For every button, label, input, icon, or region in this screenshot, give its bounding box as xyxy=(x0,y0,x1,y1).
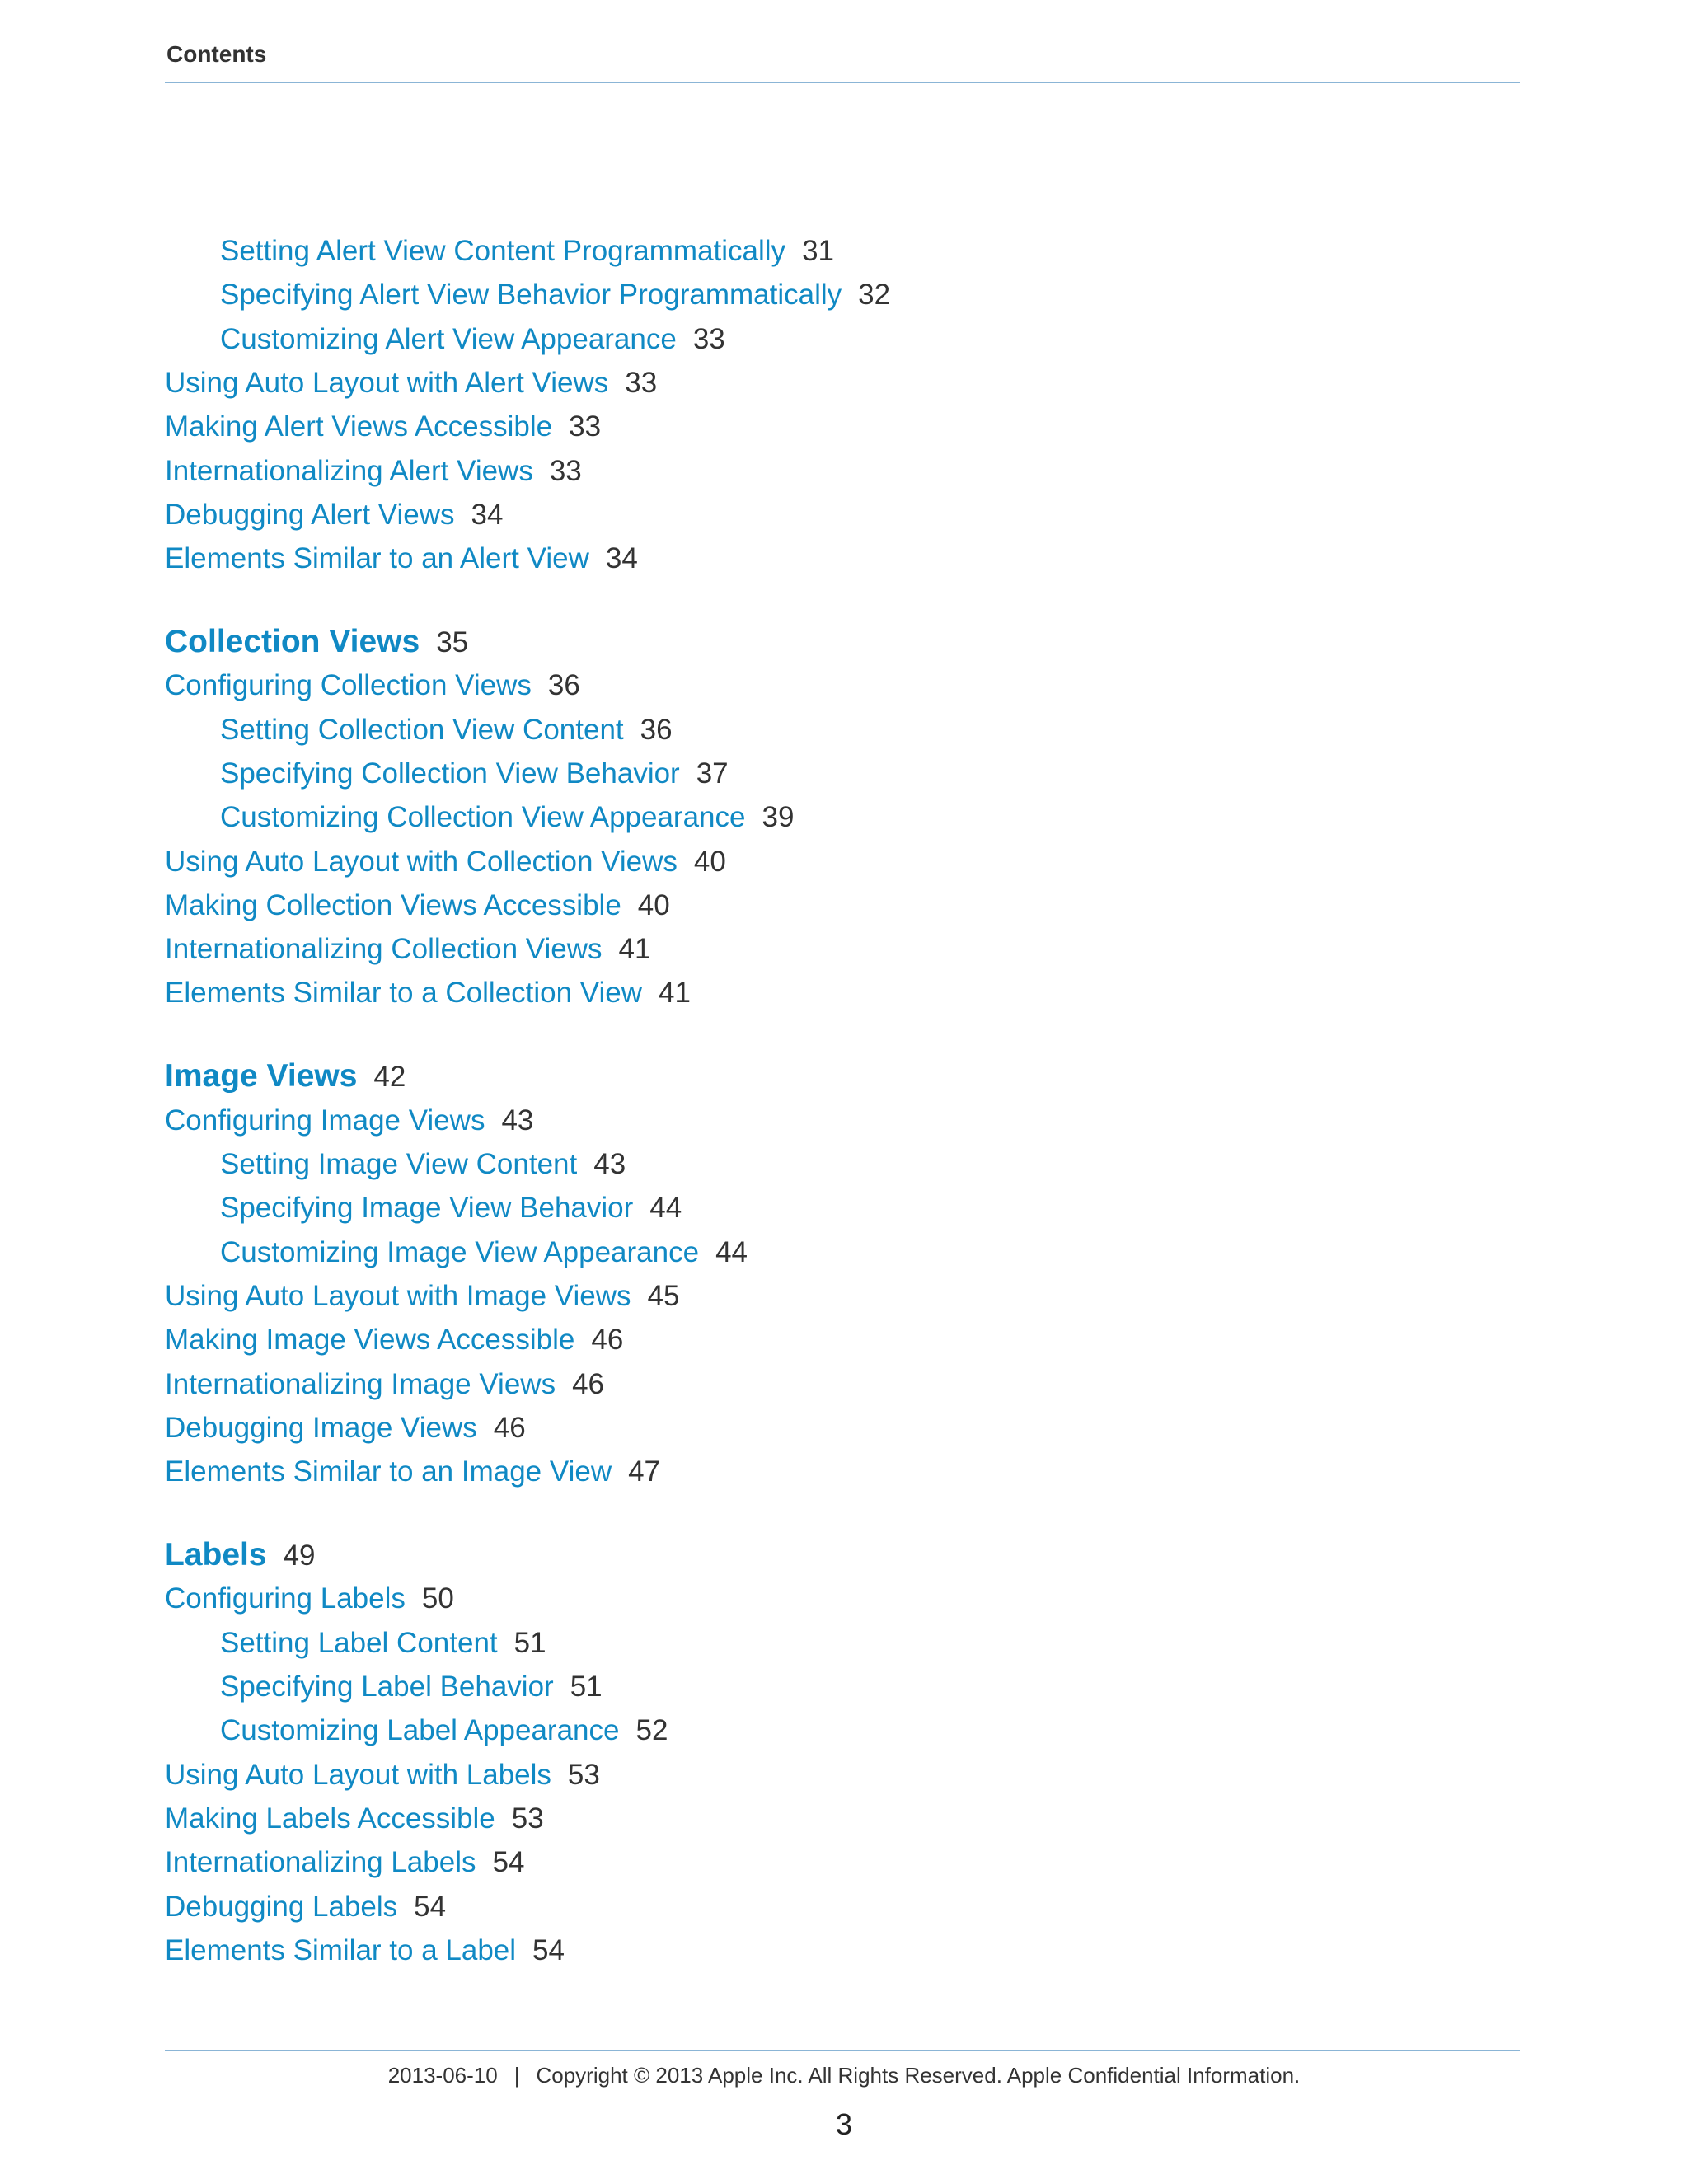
toc-page-number: 54 xyxy=(414,1891,447,1923)
toc-entry xyxy=(165,844,726,880)
toc-entry-link[interactable]: Customizing Label Appearance xyxy=(220,1714,620,1746)
toc-entry-link[interactable]: Specifying Collection View Behavior xyxy=(220,757,680,790)
toc-entry xyxy=(220,1235,748,1271)
toc-page-number: 47 xyxy=(628,1455,661,1488)
toc-entry xyxy=(220,799,794,836)
footer-copyright: Copyright © 2013 Apple Inc. All Rights Reserved. Apple Confidential Information. xyxy=(536,2063,1301,2088)
toc-chapter-link[interactable]: Labels xyxy=(165,1537,267,1572)
page-number: 3 xyxy=(835,2107,853,2141)
toc-entry xyxy=(165,409,601,445)
toc-page-number: 51 xyxy=(570,1671,603,1703)
toc-page-number: 44 xyxy=(715,1236,748,1268)
toc-entry-link[interactable]: Debugging Labels xyxy=(165,1891,398,1923)
toc-entry xyxy=(220,756,729,792)
toc-entry-link[interactable]: Internationalizing Collection Views xyxy=(165,933,603,965)
footer-rule xyxy=(165,2050,1520,2051)
toc-entry xyxy=(165,1278,679,1315)
toc-entry xyxy=(165,453,582,490)
toc-entry-link[interactable]: Elements Similar to a Collection View xyxy=(165,977,643,1009)
toc-entry xyxy=(220,1625,546,1661)
toc-entry-link[interactable]: Configuring Labels xyxy=(165,1582,406,1615)
toc-entry-link[interactable]: Elements Similar to a Label xyxy=(165,1934,517,1966)
toc-page-number: 39 xyxy=(762,801,795,833)
toc-page-number: 33 xyxy=(625,367,658,399)
toc-entry-link[interactable]: Making Labels Accessible xyxy=(165,1802,495,1835)
toc-page-number: 37 xyxy=(696,757,729,790)
toc-entry-link[interactable]: Using Auto Layout with Alert Views xyxy=(165,367,609,399)
page-header-title: Contents xyxy=(166,41,267,67)
toc-page-number: 45 xyxy=(647,1280,680,1312)
toc-entry-link[interactable]: Debugging Image Views xyxy=(165,1412,477,1444)
toc-page-number: 36 xyxy=(547,669,580,701)
toc-entry xyxy=(165,888,670,924)
toc-page-number: 54 xyxy=(532,1934,565,1966)
toc-page-number: 42 xyxy=(373,1061,406,1093)
toc-entry xyxy=(220,233,834,269)
toc-entry xyxy=(165,1322,623,1358)
toc-entry-link[interactable]: Using Auto Layout with Image Views xyxy=(165,1280,631,1312)
toc-chapter-link[interactable]: Collection Views xyxy=(165,624,420,659)
toc-entry xyxy=(165,931,650,968)
toc-entry-link[interactable]: Customizing Image View Appearance xyxy=(220,1236,700,1268)
toc-entry-link[interactable]: Using Auto Layout with Collection Views xyxy=(165,846,678,878)
toc-page-number: 34 xyxy=(605,542,638,574)
toc-entry xyxy=(165,1933,565,1969)
toc-entry xyxy=(165,1757,600,1793)
toc-page-number: 33 xyxy=(692,323,725,355)
toc-page-number: 36 xyxy=(640,714,673,746)
toc-page-number: 40 xyxy=(693,846,726,878)
toc-entry-link[interactable]: Elements Similar to an Alert View xyxy=(165,542,589,574)
toc-page-number: 54 xyxy=(492,1846,525,1878)
toc-entry-link[interactable]: Making Image Views Accessible xyxy=(165,1324,575,1356)
toc-entry xyxy=(220,1669,603,1705)
toc-entry-link[interactable]: Specifying Label Behavior xyxy=(220,1671,554,1703)
toc-page-number: 33 xyxy=(569,410,602,443)
toc-chapter-entry xyxy=(165,1058,406,1095)
footer-separator: | xyxy=(513,2063,520,2088)
toc-entry-link[interactable]: Internationalizing Labels xyxy=(165,1846,476,1878)
header-rule xyxy=(165,82,1520,83)
toc-entry xyxy=(165,668,580,704)
toc-page-number: 41 xyxy=(659,977,691,1009)
toc-entry xyxy=(165,1844,524,1881)
toc-entry xyxy=(220,712,673,748)
toc-page-number: 43 xyxy=(501,1104,534,1137)
toc-entry-link[interactable]: Making Alert Views Accessible xyxy=(165,410,553,443)
toc-chapter-entry xyxy=(165,1537,316,1574)
toc-entry-link[interactable]: Customizing Alert View Appearance xyxy=(220,323,677,355)
toc-page-number: 40 xyxy=(637,889,670,921)
toc-entry xyxy=(165,365,657,401)
toc-page-number: 52 xyxy=(635,1714,668,1746)
toc-entry xyxy=(165,1801,544,1837)
toc-page-number: 53 xyxy=(511,1802,544,1835)
toc-entry-link[interactable]: Setting Label Content xyxy=(220,1627,498,1659)
toc-page-number: 41 xyxy=(618,933,651,965)
toc-page-number: 49 xyxy=(283,1540,316,1572)
toc-entry-link[interactable]: Setting Image View Content xyxy=(220,1148,578,1180)
toc-page-number: 44 xyxy=(649,1192,682,1224)
toc-entry-link[interactable]: Specifying Alert View Behavior Programmatically xyxy=(220,279,842,311)
toc-entry-link[interactable]: Elements Similar to an Image View xyxy=(165,1455,612,1488)
toc-entry xyxy=(220,1713,668,1749)
toc-entry xyxy=(165,497,503,533)
toc-page-number: 43 xyxy=(593,1148,626,1180)
toc-entry-link[interactable]: Internationalizing Image Views xyxy=(165,1368,556,1400)
toc-entry xyxy=(165,1410,526,1446)
toc-entry xyxy=(165,975,691,1011)
footer-date: 2013-06-10 xyxy=(387,2063,498,2088)
toc-page-number: 46 xyxy=(572,1368,605,1400)
toc-entry xyxy=(220,1190,682,1226)
toc-page-number: 34 xyxy=(471,499,504,531)
toc-entry-link[interactable]: Configuring Collection Views xyxy=(165,669,532,701)
toc-entry-link[interactable]: Making Collection Views Accessible xyxy=(165,889,621,921)
toc-entry-link[interactable]: Configuring Image Views xyxy=(165,1104,485,1137)
toc-entry-link[interactable]: Debugging Alert Views xyxy=(165,499,455,531)
toc-entry-link[interactable]: Specifying Image View Behavior xyxy=(220,1192,634,1224)
toc-entry xyxy=(220,321,725,358)
toc-entry xyxy=(165,1366,604,1403)
toc-entry xyxy=(165,1103,533,1139)
page-footer xyxy=(0,2063,1688,2088)
toc-entry-link[interactable]: Customizing Collection View Appearance xyxy=(220,801,746,833)
toc-entry xyxy=(165,1581,454,1617)
toc-entry-link[interactable]: Setting Collection View Content xyxy=(220,714,624,746)
toc-page-number: 46 xyxy=(493,1412,526,1444)
toc-entry xyxy=(165,541,638,577)
toc-page-number: 33 xyxy=(549,455,582,487)
toc-chapter-entry xyxy=(165,624,468,661)
toc-entry xyxy=(165,1454,660,1490)
toc-entry xyxy=(220,277,890,313)
toc-page-number: 50 xyxy=(421,1582,454,1615)
toc-entry-link[interactable]: Internationalizing Alert Views xyxy=(165,455,533,487)
toc-page-number: 46 xyxy=(591,1324,624,1356)
toc-entry xyxy=(220,1146,626,1183)
toc-page-number: 35 xyxy=(436,626,469,658)
toc-entry-link[interactable]: Using Auto Layout with Labels xyxy=(165,1759,551,1791)
toc-page-number: 53 xyxy=(567,1759,600,1791)
toc-page-number: 51 xyxy=(513,1627,546,1659)
toc-page-number: 32 xyxy=(858,279,891,311)
toc-page-number: 31 xyxy=(802,235,834,267)
toc-chapter-link[interactable]: Image Views xyxy=(165,1058,358,1094)
toc-entry xyxy=(165,1889,446,1925)
toc-entry-link[interactable]: Setting Alert View Content Programmatically xyxy=(220,235,786,267)
